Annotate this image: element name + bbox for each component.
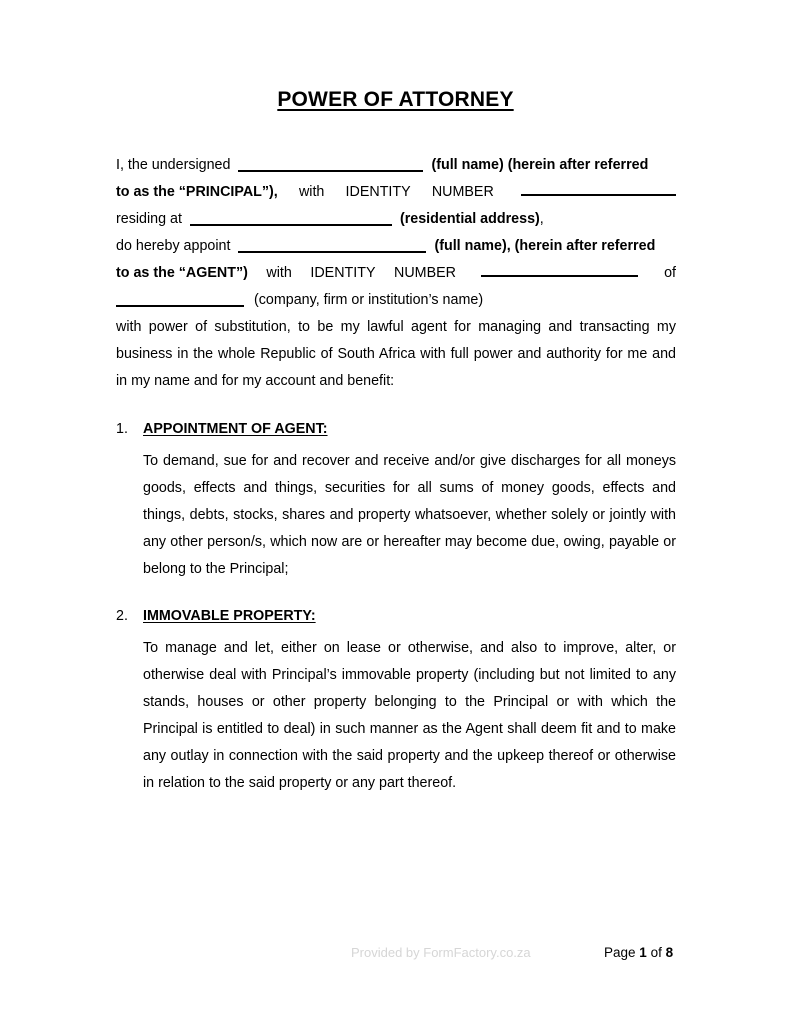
residing-at-label: residing at <box>116 211 182 227</box>
company-note: (company, firm or institution’s name) <box>253 292 484 308</box>
page-number-footer <box>604 945 673 960</box>
page-of-label: of <box>650 945 662 960</box>
section-appointment-of-agent <box>116 421 676 583</box>
preamble-line-6 <box>116 287 676 314</box>
agent-with-label: with <box>266 265 292 281</box>
section-2-heading <box>116 608 676 635</box>
preamble-line-5 <box>116 260 676 287</box>
appoint-label: do hereby appoint <box>116 238 231 254</box>
principal-fullname-note: (full name) (herein after referred <box>431 157 649 173</box>
residential-address-comma: , <box>539 211 544 227</box>
agent-fullname-blank[interactable] <box>238 239 426 253</box>
preamble-paragraph: with power of substitution, to be my lawful agent for managing and transacting my business in the whole Republic of South Africa with full power and authority for me and in my name and for my account and benefit: <box>116 319 676 389</box>
provider-watermark: Provided by FormFactory.co.za <box>351 945 531 960</box>
preamble-line-2 <box>116 179 676 206</box>
agent-company-blank[interactable] <box>116 293 244 307</box>
page-label: Page <box>604 945 636 960</box>
agent-number-label: NUMBER <box>394 265 456 281</box>
principal-fullname-blank[interactable] <box>238 158 423 172</box>
undersigned-label: I, the undersigned <box>116 157 231 173</box>
preamble-line-4 <box>116 233 676 260</box>
principal-term-label: to as the “PRINCIPAL”), <box>116 184 278 200</box>
preamble-line-3 <box>116 206 676 233</box>
section-2-title: IMMOVABLE PROPERTY: <box>143 608 316 624</box>
principal-address-blank[interactable] <box>190 212 392 226</box>
preamble-line-1 <box>116 152 676 179</box>
principal-identity-label: IDENTITY <box>345 184 411 200</box>
agent-identity-label: IDENTITY <box>310 265 376 281</box>
agent-term-label: to as the “AGENT”) <box>116 265 248 281</box>
page-title <box>0 88 791 112</box>
principal-number-label: NUMBER <box>431 184 494 200</box>
section-2-number: 2. <box>116 608 128 624</box>
section-1-body: To demand, sue for and recover and receive and/or give discharges for all moneys goods, effects and things, securities for all sums of money goods, effects and things, debts, stocks, shares and property whatsoever, whether solely or jointly with any other person/s, which now are or hereafter may become due, owing, payable or belong to the Principal; <box>143 453 676 577</box>
agent-fullname-note: (full name), (herein after referred <box>434 238 656 254</box>
principal-with-label: with <box>298 184 325 200</box>
residential-address-note: (residential address) <box>399 211 540 227</box>
preamble-block <box>116 152 676 314</box>
principal-id-number-blank[interactable] <box>521 182 676 196</box>
section-immovable-property <box>116 608 676 797</box>
page-title-text: POWER OF ATTORNEY <box>277 88 514 111</box>
agent-of-label: of <box>664 265 676 281</box>
section-1-number: 1. <box>116 421 128 437</box>
agent-id-number-blank[interactable] <box>481 263 638 277</box>
page-total-number: 8 <box>665 945 674 960</box>
section-2-body: To manage and let, either on lease or otherwise, and also to improve, alter, or otherwise deal with Principal’s immovable property (including but not limited to any stands, houses or other property belonging to the Principal or with which the Principal is entitled to deal) in such manner as the Agent shall deem fit and to make any outlay in connection with the said property and the upkeep thereof or otherwise in relation to the said property or any part thereof. <box>143 640 676 791</box>
page-current-number: 1 <box>639 945 647 960</box>
section-1-heading <box>116 421 676 448</box>
section-1-title: APPOINTMENT OF AGENT: <box>143 421 328 437</box>
